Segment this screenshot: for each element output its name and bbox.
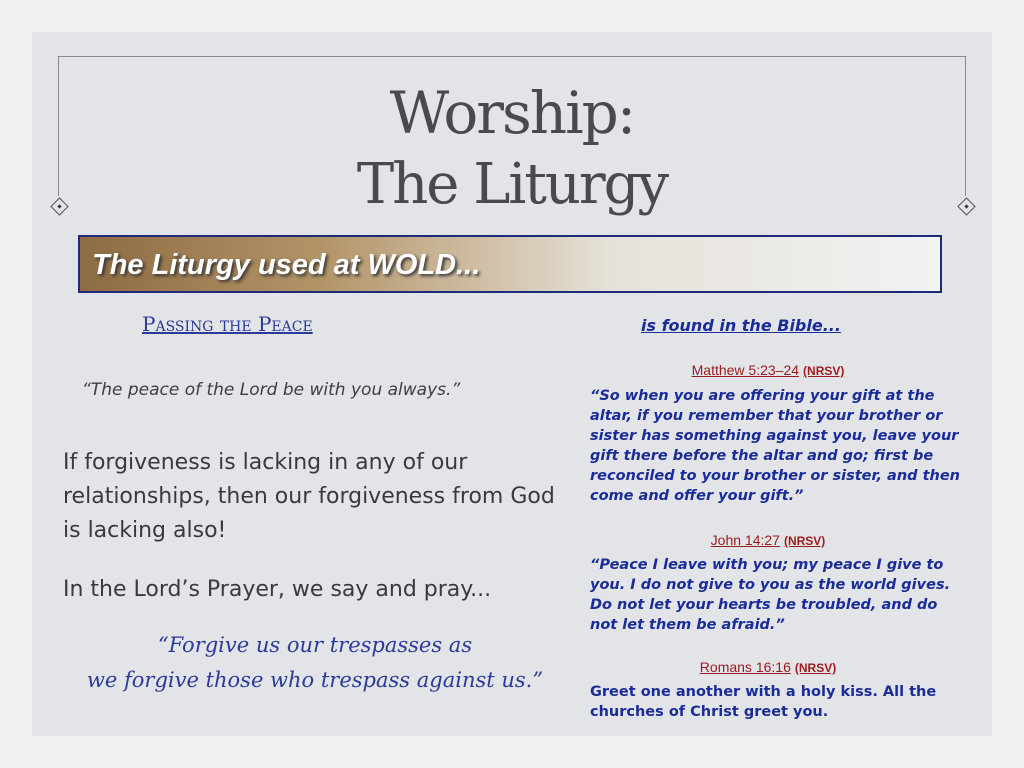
prayer-line-2: we forgive those who trespass against us.” xyxy=(86,668,544,692)
passage-reference xyxy=(588,659,948,675)
section-banner xyxy=(78,235,942,293)
passage-translation: (NRSV) xyxy=(803,364,845,378)
frame-top-line xyxy=(58,56,966,57)
prayer-line-1: “Forgive us our trespasses as xyxy=(157,633,473,657)
passage-translation: (NRSV) xyxy=(783,534,826,548)
slide-title-line2: The Liturgy xyxy=(356,152,668,217)
passage-ref-text: Romans 16:16 xyxy=(699,659,791,675)
forgiveness-paragraph: If forgiveness is lacking in any of our relationships, then our forgiveness from God is lacking also! xyxy=(63,450,555,543)
passage-ref-text: John 14:27 xyxy=(710,532,780,548)
passage-text: “Peace I leave with you; my peace I give to you. I do not give to you as the world gives. Do not let your hearts be troubled, and do not let them be afraid.” xyxy=(590,557,951,633)
passage-reference xyxy=(588,362,948,378)
passage-ref-text: Matthew 5:23–24 xyxy=(691,362,800,378)
bible-heading: is found in the Bible... xyxy=(641,316,841,335)
passage-translation: (NRSV) xyxy=(794,661,837,675)
passage-reference xyxy=(588,532,948,548)
slide-title-line1: Worship: xyxy=(389,79,635,147)
lords-prayer-paragraph: In the Lord’s Prayer, we say and pray... xyxy=(63,577,492,602)
passage-text: Greet one another with a holy kiss. All the churches of Christ greet you. xyxy=(590,684,937,720)
passing-peace-heading: Passing the Peace xyxy=(142,312,313,336)
peace-quote: “The peace of the Lord be with you always.” xyxy=(82,380,461,400)
passage-text: “So when you are offering your gift at the altar, if you remember that your brother or sister has something against you, leave your gift there before the altar and go; first be reconciled to your brother or sister, and then come and offer your gift.” xyxy=(590,388,960,504)
banner-text: The Liturgy used at WOLD... xyxy=(92,249,481,281)
